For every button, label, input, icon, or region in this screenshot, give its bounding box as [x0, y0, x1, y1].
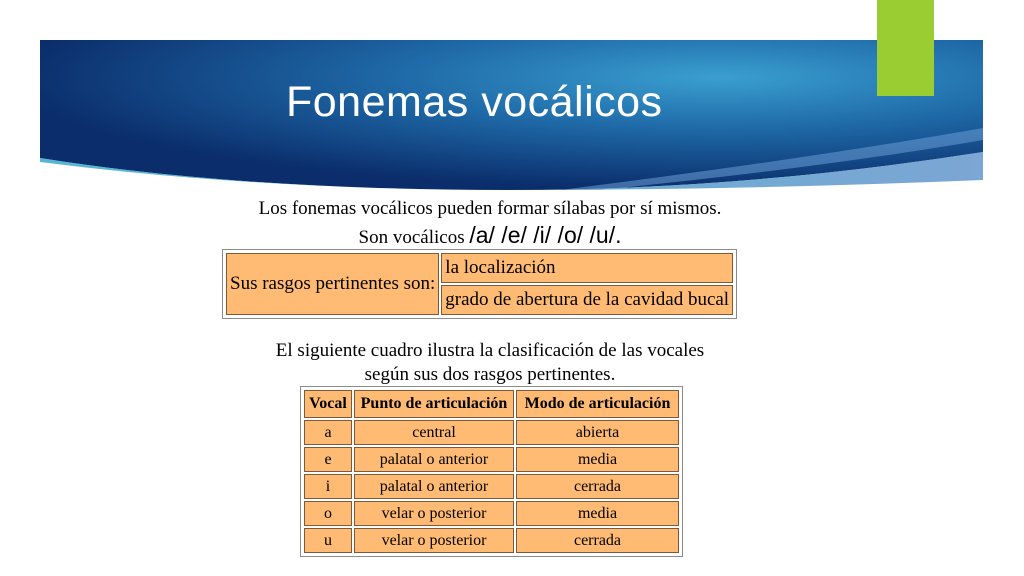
cell-vocal: u	[304, 528, 352, 553]
classification-line-2: según sus dos rasgos pertinentes.	[364, 364, 616, 385]
intro-line-2-prefix: Son vocálicos	[358, 227, 465, 248]
cell-vocal: o	[304, 501, 352, 526]
table-row	[304, 420, 679, 445]
cell-vocal: i	[304, 474, 352, 499]
cell-modo: media	[516, 501, 679, 526]
intro-line-2	[200, 222, 780, 249]
header-vocal: Vocal	[304, 390, 352, 418]
cell-punto: central	[354, 420, 514, 445]
cell-modo: cerrada	[516, 474, 679, 499]
header-punto: Punto de articulación	[354, 390, 514, 418]
cell-punto: palatal o anterior	[354, 447, 514, 472]
vowel-classification-table	[300, 386, 683, 557]
vowel-list: /a/ /e/ /i/ /o/ /u/.	[469, 222, 622, 248]
table-row	[304, 447, 679, 472]
traits-label: Sus rasgos pertinentes son:	[226, 253, 439, 315]
intro-line-1: Los fonemas vocálicos pueden formar sílabas por sí mismos.	[258, 198, 722, 219]
cell-punto: palatal o anterior	[354, 474, 514, 499]
cell-vocal: a	[304, 420, 352, 445]
header-modo: Modo de articulación	[516, 390, 679, 418]
table-row	[304, 528, 679, 553]
cell-modo: cerrada	[516, 528, 679, 553]
classification-line-1: El siguiente cuadro ilustra la clasificación de las vocales	[275, 340, 705, 361]
table-row	[304, 501, 679, 526]
slide-title: Fonemas vocálicos	[286, 78, 663, 126]
table-header-row	[304, 390, 679, 418]
cell-punto: velar o posterior	[354, 528, 514, 553]
accent-bar	[877, 0, 934, 96]
table-row	[304, 474, 679, 499]
cell-modo: abierta	[516, 420, 679, 445]
cell-vocal: e	[304, 447, 352, 472]
cell-punto: velar o posterior	[354, 501, 514, 526]
trait-item: la localización	[441, 253, 733, 283]
traits-table	[222, 249, 737, 319]
cell-modo: media	[516, 447, 679, 472]
trait-item: grado de abertura de la cavidad bucal	[441, 285, 733, 315]
